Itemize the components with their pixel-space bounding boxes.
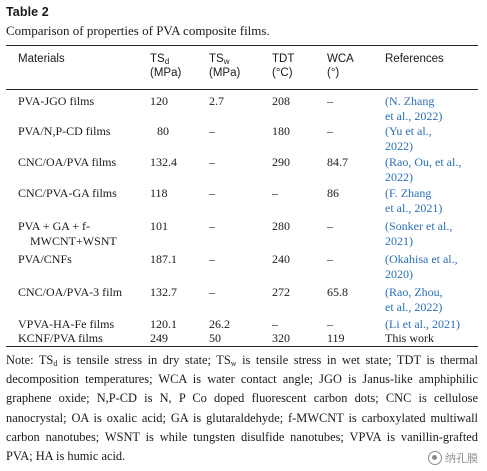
row-5-tsw: – xyxy=(209,252,215,266)
row-1-wca: – xyxy=(327,124,333,138)
row-4-material: PVA + GA + f- MWCNT+WSNT xyxy=(18,219,117,248)
row-5-reference-link[interactable]: (Okahisa et al., 2020) xyxy=(385,252,458,281)
row-5-tsd: 187.1 xyxy=(150,252,177,266)
row-4-reference-link[interactable]: (Sonker et al., 2021) xyxy=(385,219,453,248)
row-3-reference-link[interactable]: (F. Zhang et al., 2021) xyxy=(385,186,443,215)
row-3-tsw: – xyxy=(209,186,215,200)
row-5-material: PVA/CNFs xyxy=(18,252,72,266)
row-6-tsd: 132.7 xyxy=(150,285,177,299)
header-wca-unit: (°) xyxy=(327,67,340,79)
row-6-tsw: – xyxy=(209,285,215,299)
row-4-wca: – xyxy=(327,219,333,233)
table-header-rule xyxy=(6,89,478,90)
table-label: Table 2 xyxy=(6,5,49,19)
header-materials: Materials xyxy=(18,53,65,65)
row-7-reference-link[interactable]: (Li et al., 2021) xyxy=(385,317,460,331)
row-0-tsd: 120 xyxy=(150,94,168,108)
header-tdt xyxy=(272,52,294,80)
row-6-material: CNC/OA/PVA-3 film xyxy=(18,285,123,299)
row-2-wca: 84.7 xyxy=(327,155,348,169)
header-tsd-sub: d xyxy=(164,57,170,66)
row-7-tdt: – xyxy=(272,317,278,331)
table-top-rule xyxy=(6,45,478,46)
row-0-material: PVA-JGO films xyxy=(18,94,95,108)
row-8-tsw: 50 xyxy=(209,331,221,345)
row-2-tsw: – xyxy=(209,155,215,169)
row-3-wca: 86 xyxy=(327,186,339,200)
row-4-tsd: 101 xyxy=(150,219,168,233)
row-1-tsd: 80 xyxy=(157,124,169,138)
table-footnote: Note: $TS_d$ is tensile stress in dry state; $TS_w$ is tensile stress in wet state; TDT is thermal decomposition temperatures; WCA is water contact angle; JGO is Janus-like amphiphilic graphene oxide; N,P-CD is N, P Co doped fluorescent carbon dots; CNC is cellulose nanocrystal; OA is oxalic acid; GA is glutaraldehyde; f-MWCNT is carboxylated multiwall carbon nanotubes; WSNT is while tungsten disulfide nanotubes; VPVA is vanillin-grafted PVA; HA is humic acid. xyxy=(6,353,478,464)
row-5-wca: – xyxy=(327,252,333,266)
row-2-material: CNC/OA/PVA films xyxy=(18,155,117,169)
table-bottom-rule xyxy=(6,346,478,347)
header-tsw-sub: w xyxy=(223,57,230,66)
row-7-tsd: 120.1 xyxy=(150,317,177,331)
row-6-tdt: 272 xyxy=(272,285,290,299)
header-wca xyxy=(327,52,354,80)
row-3-tdt: – xyxy=(272,186,278,200)
row-2-reference-link[interactable]: (Rao, Ou, et al., 2022) xyxy=(385,155,462,184)
row-5-tdt: 240 xyxy=(272,252,290,266)
header-tsd-unit: (MPa) xyxy=(150,67,182,79)
header-tsw-unit: (MPa) xyxy=(209,67,241,79)
table-caption: Comparison of properties of PVA composite films. xyxy=(6,23,270,38)
row-3-tsd: 118 xyxy=(150,186,168,200)
row-2-tsd: 132.4 xyxy=(150,155,177,169)
wechat-icon xyxy=(428,451,442,465)
row-0-tdt: 208 xyxy=(272,94,290,108)
row-8-tdt: 320 xyxy=(272,331,290,345)
row-6-reference-link[interactable]: (Rao, Zhou, et al., 2022) xyxy=(385,285,443,314)
row-3-material: CNC/PVA-GA films xyxy=(18,186,117,200)
row-8-wca: 119 xyxy=(327,331,345,345)
row-7-wca: – xyxy=(327,317,333,331)
row-4-tsw: – xyxy=(209,219,215,233)
row-0-reference-link[interactable]: (N. Zhang et al., 2022) xyxy=(385,94,443,123)
row-6-wca: 65.8 xyxy=(327,285,348,299)
header-tsd xyxy=(150,52,181,80)
row-4-tdt: 280 xyxy=(272,219,290,233)
row-7-material: VPVA-HA-Fe films xyxy=(18,317,115,331)
header-references: References xyxy=(385,53,444,65)
row-0-tsw: 2.7 xyxy=(209,94,224,108)
row-8-tsd: 249 xyxy=(150,331,168,345)
row-1-tdt: 180 xyxy=(272,124,290,138)
row-8-material: KCNF/PVA films xyxy=(18,331,103,345)
header-tsw-main: TS xyxy=(209,53,224,65)
row-8-reference: This work xyxy=(385,331,434,345)
row-0-wca: – xyxy=(327,94,333,108)
watermark xyxy=(425,449,481,467)
header-tsd-main: TS xyxy=(150,53,165,65)
row-2-tdt: 290 xyxy=(272,155,290,169)
header-tdt-unit: (°C) xyxy=(272,67,293,79)
row-7-tsw: 26.2 xyxy=(209,317,230,331)
row-1-material: PVA/N,P-CD films xyxy=(18,124,111,138)
watermark-text: 纳孔膜 xyxy=(445,452,478,465)
row-1-tsw: – xyxy=(209,124,215,138)
header-tdt-main: TDT xyxy=(272,53,295,65)
header-wca-main: WCA xyxy=(327,53,354,65)
header-tsw xyxy=(209,52,240,80)
row-1-reference-link[interactable]: (Yu et al., 2022) xyxy=(385,124,432,153)
